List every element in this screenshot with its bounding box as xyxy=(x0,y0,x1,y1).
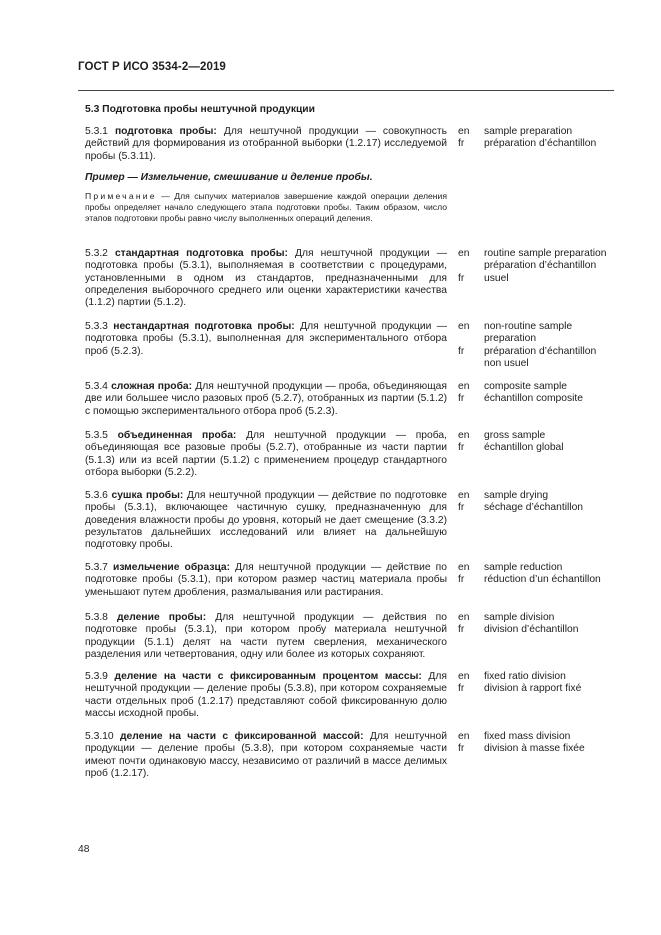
lang-fr: fr xyxy=(458,574,465,586)
term-number: 5.3.4 xyxy=(85,381,108,392)
term-definition xyxy=(85,490,447,551)
lang-codes xyxy=(458,562,480,587)
lang-fr: fr xyxy=(458,743,465,755)
equivalents xyxy=(484,321,614,370)
term-definition xyxy=(85,126,447,163)
term-en: gross sample xyxy=(484,430,546,441)
term-text: Для нештучной продукции — проба, объединяющая две или большее число разовых проб (5.2.7), отобранных из партии (5.1.2) с помощью экспериментального отбора проб (5.2.3). xyxy=(85,381,447,417)
term-text: Для нештучной продукции — подготовка пробы (5.3.1), выполненная для экспериментального отбора проб (5.2.3). xyxy=(85,321,447,357)
term-text: Для нештучной продукции — деление пробы (5.3.8), при котором сохраняемые части отдельных проб (1.2.17) представляют собой фиксированную долю массы исходной пробы. xyxy=(85,671,447,719)
term-fr: préparation d’échantillon usuel xyxy=(484,260,597,284)
term-fr: échantillon global xyxy=(484,442,564,454)
note-label: Примечание xyxy=(85,191,157,201)
term-definition xyxy=(85,562,447,599)
lang-codes xyxy=(458,126,480,151)
term-fr: division à rapport fixé xyxy=(484,683,582,695)
term-definition xyxy=(85,321,447,358)
term-fr: réduction d’un échantillon xyxy=(484,574,601,586)
term-text: Для нештучной продукции — проба, объединяющая все разовые пробы (5.2.7), отобранные из части партии (5.1.3) или из всей партии (5.1.2) с применением процедур стандартного отбора выборки (5.2.2). xyxy=(85,430,447,478)
lang-fr: fr xyxy=(458,345,465,357)
term-number: 5.3.10 xyxy=(85,731,114,742)
term-number: 5.3.1 xyxy=(85,126,108,137)
term-definition xyxy=(85,612,447,661)
term-text: Для нештучной продукции — совокупность действий для формирования из отобранной выборки (1.2.17) исследуемой пробы (5.3.11). xyxy=(85,126,447,162)
lang-fr: fr xyxy=(458,624,465,636)
term-name: подготовка пробы: xyxy=(114,126,217,137)
term-number: 5.3.8 xyxy=(85,612,108,623)
term-definition xyxy=(85,248,447,309)
term-en: composite sample xyxy=(484,381,567,392)
term-number: 5.3.3 xyxy=(85,321,108,332)
note-text: — Для сыпучих материалов завершение каждой операции деления пробы определяет начало следующего этапа подготовки пробы. Таким образом, число этапов подготовки пробы равно числу выполненных операций деления. xyxy=(85,191,447,224)
term-text: Для нештучной продукции — действие по подготовке пробы (5.3.1), при котором размер частиц материала пробы уменьшают путем дробления, размалывания или растирания. xyxy=(85,562,447,598)
term-en: sample reduction xyxy=(484,562,563,573)
example-text: Пример — Измельчение, смешивание и деление пробы. xyxy=(85,172,373,183)
lang-fr: fr xyxy=(458,393,465,405)
term-fr: division d’échantillon xyxy=(484,624,579,636)
section-title: 5.3 Подготовка пробы нештучной продукции xyxy=(85,104,315,115)
term-text: Для нештучной продукции — подготовка пробы (5.3.1), выполняемая в соответствии с процедурами, установленными в одном из стандартов, предназначенными для определения выборочного среднего или оценки характеристики качества (1.1.2) партии (5.1.2). xyxy=(85,248,447,309)
term-name: измельчение образца: xyxy=(112,562,231,573)
lang-fr: fr xyxy=(458,502,465,514)
lang-en: en xyxy=(458,321,470,332)
lang-codes xyxy=(458,490,480,515)
lang-codes xyxy=(458,430,480,455)
lang-codes xyxy=(458,671,480,696)
term-definition xyxy=(85,731,447,780)
term-number: 5.3.6 xyxy=(85,490,108,501)
equivalents xyxy=(484,731,614,756)
lang-codes xyxy=(458,381,480,406)
term-number: 5.3.9 xyxy=(85,671,108,682)
term-definition xyxy=(85,381,447,418)
note xyxy=(85,191,447,225)
equivalents xyxy=(484,248,614,285)
lang-codes xyxy=(458,248,480,285)
lang-fr: fr xyxy=(458,272,465,284)
term-en: sample drying xyxy=(484,490,549,501)
term-name: деление на части с фиксированным процентом массы: xyxy=(114,671,422,682)
term-en: fixed ratio division xyxy=(484,671,566,682)
lang-fr: fr xyxy=(458,683,465,695)
lang-codes xyxy=(458,321,480,358)
term-en: fixed mass division xyxy=(484,731,571,742)
term-number: 5.3.2 xyxy=(85,248,108,259)
document-header: ГОСТ Р ИСО 3534-2—2019 xyxy=(78,61,226,73)
equivalents xyxy=(484,430,614,455)
lang-en: en xyxy=(458,490,470,501)
equivalents xyxy=(484,126,614,151)
term-definition xyxy=(85,671,447,720)
term-name: объединенная проба: xyxy=(117,430,237,441)
term-en: non-routine sample preparation xyxy=(484,321,573,345)
lang-codes xyxy=(458,731,480,756)
term-text: Для нештучной продукции — действия по подготовке пробы (5.3.1), при котором пробу материала нештучной продукции (5.1.1) делят на части путем сверления, механического разделения или четвертования, одну или более из которых сохраняют. xyxy=(85,612,447,660)
term-name: стандартная подготовка пробы: xyxy=(114,248,288,259)
lang-en: en xyxy=(458,731,470,742)
lang-en: en xyxy=(458,248,470,259)
equivalents xyxy=(484,612,614,637)
term-number: 5.3.7 xyxy=(85,562,108,573)
term-text: Для нештучной продукции — деление пробы (5.3.8), при котором сохраняемые части имеют почти одинаковую массу, независимо от различий в массе делимых проб (1.2.17). xyxy=(85,731,447,779)
lang-en: en xyxy=(458,381,470,392)
term-fr: division à masse fixée xyxy=(484,743,585,755)
lang-fr: fr xyxy=(458,442,465,454)
lang-fr: fr xyxy=(458,138,465,150)
term-text: Для нештучной продукции — действие по подготовке пробы (5.3.1), включающее частичную сушку, предназначенную для доведения влажности пробы до уровня, который не дает смещение (3.3.2) результатов дальнейших исследований или влияет на дальнейшую подготовку пробы. xyxy=(85,490,447,551)
lang-en: en xyxy=(458,612,470,623)
header-rule xyxy=(78,90,614,91)
lang-en: en xyxy=(458,126,470,137)
term-en: routine sample preparation xyxy=(484,248,607,259)
term-en: sample preparation xyxy=(484,126,573,137)
term-fr: préparation d’échantillon xyxy=(484,138,597,150)
term-name: деление на части с фиксированной массой: xyxy=(119,731,364,742)
equivalents xyxy=(484,562,614,587)
term-name: нестандартная подготовка пробы: xyxy=(113,321,295,332)
equivalents xyxy=(484,490,614,515)
term-fr: échantillon composite xyxy=(484,393,584,405)
term-name: деление пробы: xyxy=(117,612,207,623)
term-definition xyxy=(85,430,447,479)
equivalents xyxy=(484,671,614,696)
lang-codes xyxy=(458,612,480,637)
lang-en: en xyxy=(458,671,470,682)
lang-en: en xyxy=(458,430,470,441)
term-number: 5.3.5 xyxy=(85,430,108,441)
lang-en: en xyxy=(458,562,470,573)
term-en: sample division xyxy=(484,612,555,623)
page-number: 48 xyxy=(78,844,90,855)
term-fr: séchage d’échantillon xyxy=(484,502,584,514)
equivalents xyxy=(484,381,614,406)
term-name: сложная проба: xyxy=(111,381,193,392)
term-name: сушка пробы: xyxy=(111,490,184,501)
term-fr: préparation d’échantillon non usuel xyxy=(484,345,597,369)
